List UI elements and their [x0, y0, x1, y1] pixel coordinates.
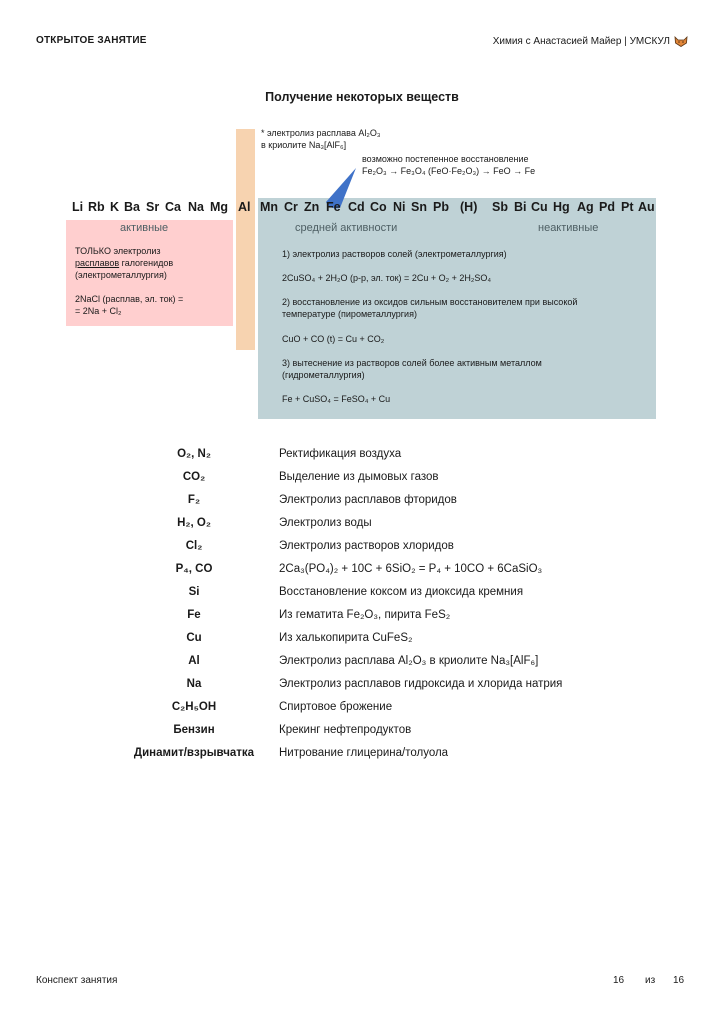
blue-line5: CuO + CO (t) = Cu + CO₂	[282, 334, 385, 344]
substance-cell: Si	[188, 586, 200, 598]
substance-cell: C₂H₅OH	[171, 701, 217, 713]
metal-ag: Ag	[577, 200, 594, 214]
metal-co: Co	[370, 200, 387, 214]
metal-ca: Ca	[165, 200, 181, 214]
pink-line2-rest: галогенидов	[119, 258, 174, 268]
metal-al: Al	[238, 200, 251, 214]
substance-cell: F₂	[187, 494, 201, 506]
al-note-line2: в криолите Na₃[AlF₆]	[261, 140, 347, 150]
substance-cell: Fe	[187, 609, 201, 621]
metal-ni: Ni	[393, 200, 406, 214]
blue-line4: температуре (пирометаллургия)	[282, 309, 417, 319]
table-row	[0, 655, 724, 675]
substance-cell: O₂, N₂	[177, 448, 211, 460]
metal-fe: Fe	[326, 200, 341, 214]
pink-line1: ТОЛЬКО электролиз	[75, 246, 161, 256]
method-cell: Электролиз растворов хлоридов	[279, 540, 454, 552]
footer-page-number: 16	[613, 975, 625, 986]
method-cell: Электролиз расплавов фторидов	[279, 494, 457, 506]
metal-mg: Mg	[210, 200, 229, 214]
footer-of-label: из	[645, 975, 656, 986]
fe-note-line1: возможно постепенное восстановление	[362, 154, 529, 164]
pink-line2-underlined: расплавов	[75, 258, 120, 268]
metal-k: K	[110, 200, 120, 214]
table-row	[0, 563, 724, 583]
metal-au: Au	[638, 200, 655, 214]
pink-line5: = 2Na + Cl₂	[75, 306, 122, 316]
footer-doc-label: Конспект занятия	[36, 975, 118, 986]
metal-cr: Cr	[284, 200, 298, 214]
blue-line1: 1) электролиз растворов солей (электрометаллургия)	[282, 249, 507, 259]
fe-note-line2: Fe₂O₃ → Fe₃O₄ (FeO·Fe₂O₃) → FeO → Fe	[362, 166, 536, 176]
table-row	[0, 701, 724, 721]
al-highlight-bar	[236, 129, 255, 350]
substance-cell: Al	[188, 655, 200, 667]
active-metals-text	[75, 245, 183, 317]
metal-na: Na	[188, 200, 204, 214]
footer-page-total: 16	[673, 975, 685, 986]
fox-logo-icon	[674, 35, 688, 47]
substance-cell: P₄, CO	[175, 563, 213, 575]
table-row	[0, 471, 724, 491]
table-row	[0, 724, 724, 744]
substance-cell: Cu	[186, 632, 202, 644]
table-row	[0, 586, 724, 606]
metal-pb: Pb	[433, 200, 449, 214]
medium-metals-text	[282, 0, 652, 420]
metal-zn: Zn	[304, 200, 320, 214]
page-title: Получение некоторых веществ	[265, 90, 459, 104]
pink-line2	[75, 257, 183, 269]
metal-cd: Cd	[348, 200, 365, 214]
table-row	[0, 494, 724, 514]
metal-pd: Pd	[599, 200, 615, 214]
method-cell: Из гематита Fe₂O₃, пирита FeS₂	[279, 609, 451, 621]
blue-line3: 2) восстановление из оксидов сильным восстановителем при высокой	[282, 297, 578, 307]
table-row	[0, 517, 724, 537]
table-row	[0, 448, 724, 468]
method-cell: Электролиз воды	[279, 517, 372, 529]
metal-sn: Sn	[411, 200, 427, 214]
pink-line4: 2NaCl (расплав, эл. ток) =	[75, 294, 184, 304]
metal-bi: Bi	[514, 200, 527, 214]
method-cell: Из халькопирита CuFeS₂	[279, 632, 413, 644]
substance-cell: Cl₂	[185, 540, 203, 552]
table-row	[0, 540, 724, 560]
method-cell: Спиртовое брожение	[279, 701, 393, 713]
blue-line6: 3) вытеснение из растворов солей более активным металлом	[282, 358, 542, 368]
method-cell: Ректификация воздуха	[279, 448, 402, 460]
pink-line3: (электрометаллургия)	[75, 270, 167, 280]
substance-cell: Бензин	[173, 724, 215, 736]
blue-line8: Fe + CuSO₄ = FeSO₄ + Cu	[282, 394, 391, 404]
blue-line7: (гидрометаллургия)	[282, 370, 365, 380]
hydrogen: (H)	[460, 200, 478, 214]
method-cell: Нитрование глицерина/толуола	[279, 747, 449, 759]
metal-ba: Ba	[124, 200, 140, 214]
table-row	[0, 678, 724, 698]
al-note-line1: * электролиз расплава Al₂O₃	[261, 128, 381, 138]
method-cell: Электролиз расплавов гидроксида и хлорида натрия	[279, 678, 563, 690]
group-label-medium: средней активности	[295, 222, 398, 234]
header-course-label: ОТКРЫТОЕ ЗАНЯТИЕ	[36, 35, 147, 46]
table-row	[0, 609, 724, 629]
method-cell: Крекинг нефтепродуктов	[279, 724, 412, 736]
header-author-text: Химия с Анастасией Майер | УМСКУЛ	[492, 35, 670, 47]
table-row	[0, 632, 724, 652]
substance-cell: CO₂	[182, 471, 206, 483]
method-cell: 2Ca₃(PO₄)₂ + 10C + 6SiO₂ = P₄ + 10CO + 6CaSiO₃	[279, 563, 543, 575]
group-label-inactive: неактивные	[538, 222, 599, 234]
metal-li: Li	[72, 200, 84, 214]
metal-hg: Hg	[553, 200, 570, 214]
substance-cell: Динамит/взрывчатка	[133, 747, 255, 759]
metal-mn: Mn	[260, 200, 279, 214]
blue-line2: 2CuSO₄ + 2H₂O (р-р, эл. ток) = 2Cu + O₂ + 2H₂SO₄	[282, 273, 492, 283]
table-row	[0, 747, 724, 767]
metal-pt: Pt	[621, 200, 634, 214]
group-label-active: активные	[120, 222, 169, 234]
substance-cell: H₂, O₂	[177, 517, 211, 529]
metal-sr: Sr	[146, 200, 160, 214]
substance-cell: Na	[186, 678, 202, 690]
method-cell: Электролиз расплава Al₂O₃ в криолите Na₃[AlF₆]	[279, 655, 539, 667]
metal-sb: Sb	[492, 200, 508, 214]
metal-cu: Cu	[531, 200, 548, 214]
method-cell: Выделение из дымовых газов	[279, 471, 439, 483]
metal-rb: Rb	[88, 200, 105, 214]
method-cell: Восстановление коксом из диоксида кремния	[279, 586, 524, 598]
